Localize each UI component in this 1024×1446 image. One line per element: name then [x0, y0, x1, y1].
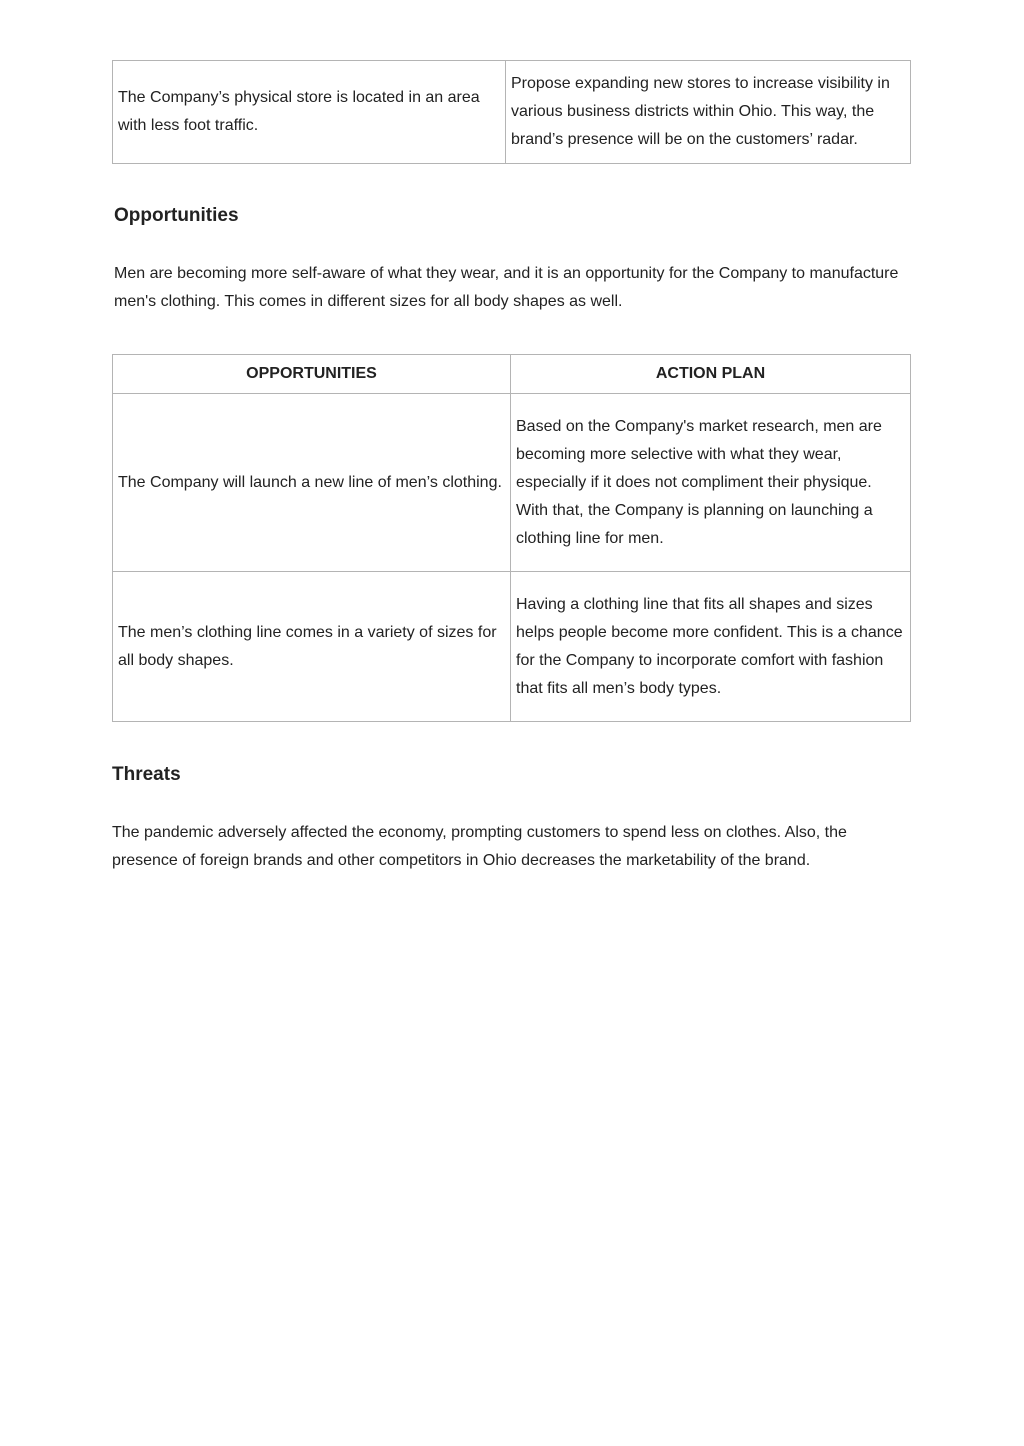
opportunities-paragraph: Men are becoming more self-aware of what they wear, and it is an opportunity for the Company to manufacture men's clothing. This comes in different sizes for all body shapes as well. [114, 265, 899, 310]
table-row [113, 61, 911, 164]
table-row [113, 572, 911, 722]
table-header-row [113, 355, 911, 394]
table-row [113, 394, 911, 572]
opportunities-column-header: OPPORTUNITIES [113, 355, 511, 394]
weaknesses-table [112, 60, 911, 164]
action-plan-cell: Based on the Company's market research, men are becoming more selective with what they wear, especially if it does not compliment their physique. With that, the Company is planning on launching a clothing line for men. [511, 394, 911, 572]
opportunities-table [112, 354, 911, 722]
action-plan-cell: Having a clothing line that fits all shapes and sizes helps people become more confident. This is a chance for the Company to incorporate comfort with fashion that fits all men’s body types. [511, 572, 911, 722]
weakness-cell: The Company’s physical store is located in an area with less foot traffic. [113, 61, 506, 164]
threats-paragraph: The pandemic adversely affected the economy, prompting customers to spend less on clothes. Also, the presence of foreign brands and other competitors in Ohio decreases the marketability of the brand. [112, 824, 847, 869]
action-plan-cell: Propose expanding new stores to increase visibility in various business districts within Ohio. This way, the brand’s presence will be on the customers’ radar. [506, 61, 911, 164]
threats-heading: Threats [112, 764, 181, 785]
opportunities-heading: Opportunities [114, 205, 239, 226]
opportunity-cell: The men’s clothing line comes in a variety of sizes for all body shapes. [113, 572, 511, 722]
opportunity-cell: The Company will launch a new line of men’s clothing. [113, 394, 511, 572]
action-plan-column-header: ACTION PLAN [511, 355, 911, 394]
